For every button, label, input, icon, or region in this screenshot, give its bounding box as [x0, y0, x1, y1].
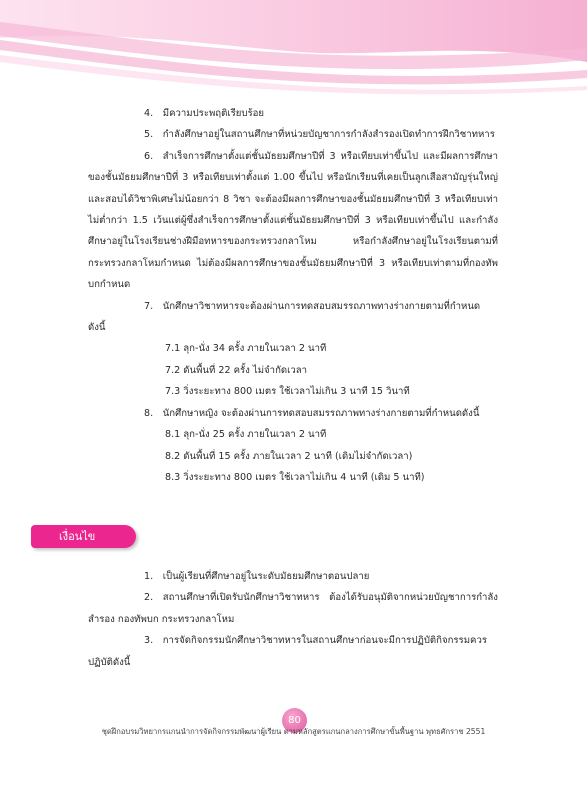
requirement-item: 4. มีความประพฤติเรียบร้อย — [144, 108, 265, 119]
requirement-item: 7. นักศึกษาวิชาทหารจะต้องผ่านการทดสอบสมรรถภาพทางร่างกายตามที่กำหนด ดังนี้ — [88, 300, 481, 334]
requirements-section — [88, 103, 498, 488]
footer-text: ชุดฝึกอบรมวิทยากรแกนนำการจัดกิจกรรมพัฒนาผู้เรียน ตามหลักสูตรแกนกลางการศึกษาขั้นพื้นฐาน พุทธศักราช 2551 — [101, 727, 486, 736]
requirement-item: 6. สำเร็จการศึกษาตั้งแต่ชั้นมัธยมศึกษาปีที่ 3 หรือเทียบเท่าขึ้นไป และมีผลการศึกษาของชั้นมัธยมศึกษาปีที่ 3 หรือเทียบเท่าตั้งแต่ 1.00 ขึ้นไป หรือนักเรียนที่เคยเป็นลูกเสือสามัญรุ่นใหญ่ และสอบได้วิชาพิเศษไม่น้อยกว่า 8 วิชา จะต้องมีผลการศึกษาของชั้นมัธยมศึกษาปีที่ 3 หรือเทียบเท่า ไม่ต่ำกว่า 1.5 เว้นแต่ผู้ซึ่งสำเร็จการศึกษาตั้งแต่ชั้นมัธยมศึกษาปีที่ 3 หรือเทียบเท่าขึ้นไป และกำลังศึกษาอยู่ในโรงเรียนช่างฝีมือทหารของกระทรวงกลาโหม หรือกำลังศึกษาอยู่ในโรงเรียนตามที่กระทรวงกลาโหมกำหนด ไม่ต้องมีผลการศึกษาของชั้นมัธยมศึกษาปีที่ 3 หรือเทียบเท่าตามที่กองทัพบกกำหนด — [88, 150, 498, 291]
page-number: 80 — [282, 708, 307, 733]
female-test-item: 8.1 ลุก-นั่ง 25 ครั้ง ภายในเวลา 2 นาที — [165, 429, 327, 441]
requirement-item: 5. กำลังศึกษาอยู่ในสถานศึกษาที่หน่วยบัญชาการกำลังสำรองเปิดทำการฝึกวิชาทหาร — [144, 129, 495, 141]
male-test-item: 7.2 ดันพื้นที่ 22 ครั้ง ไม่จำกัดเวลา — [165, 364, 308, 376]
header-decoration — [0, 0, 587, 100]
condition-item: 2. สถานศึกษาที่เปิดรับนักศึกษาวิชาทหาร ต้องได้รับอนุมัติจากหน่วยบัญชาการกำลังสำรอง กองทัพบก กระทรวงกลาโหม — [88, 592, 498, 625]
conditions-section — [88, 566, 498, 673]
section-heading-badge: เงื่อนไข — [31, 525, 136, 548]
male-test-item: 7.3 วิ่งระยะทาง 800 เมตร ใช้เวลาไม่เกิน 3 นาที 15 วินาที — [165, 386, 410, 398]
male-test-item: 7.1 ลุก-นั่ง 34 ครั้ง ภายในเวลา 2 นาที — [165, 343, 327, 355]
condition-item: 3. การจัดกิจกรรมนักศึกษาวิชาทหารในสถานศึกษาก่อนจะมีการปฏิบัติกิจกรรมควรปฏิบัติดังนี้ — [88, 635, 487, 668]
condition-item: 1. เป็นผู้เรียนที่ศึกษาอยู่ในระดับมัธยมศึกษาตอนปลาย — [144, 571, 370, 582]
female-test-item: 8.2 ดันพื้นที่ 15 ครั้ง ภายในเวลา 2 นาที (เดิมไม่จำกัดเวลา) — [165, 450, 413, 462]
female-requirement: 8. นักศึกษาหญิง จะต้องผ่านการทดสอบสมรรถภาพทางร่างกายตามที่กำหนดดังนี้ — [144, 407, 480, 419]
female-test-item: 8.3 วิ่งระยะทาง 800 เมตร ใช้เวลาไม่เกิน 4 นาที (เดิม 5 นาที) — [165, 471, 425, 483]
